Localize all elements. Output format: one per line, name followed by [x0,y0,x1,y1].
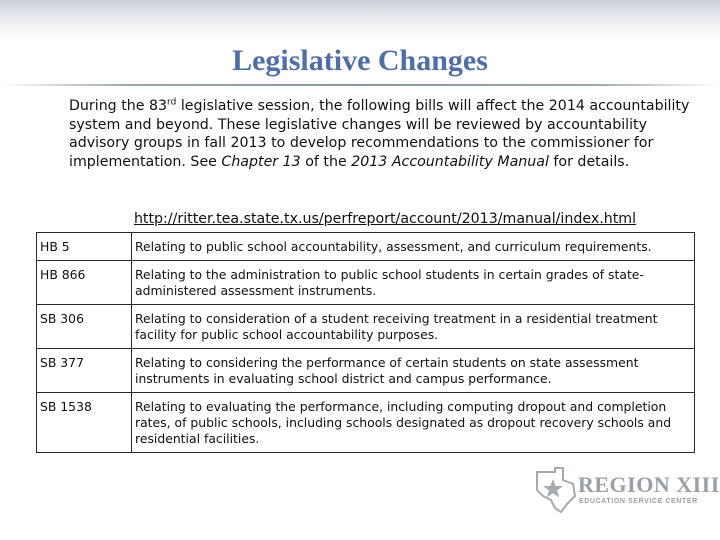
logo-name: REGION XIII [578,472,720,497]
page-title: Legislative Changes [232,44,488,77]
bill-id: SB 1538 [37,393,132,453]
bill-id: SB 377 [37,349,132,393]
table-row [37,349,695,393]
table-row [37,261,695,305]
intro-text-body: legislative session, the following bills will affect the 2014 accountability system and beyond. These legislative changes will be reviewed by accountability advisory groups in fall 2013 to develop recommendations to the commissioner for implementation. See [69,98,690,170]
bill-id: HB 5 [37,233,132,261]
bill-description: Relating to evaluating the performance, including computing dropout and completion rates, of public schools, including schools designated as dropout recovery schools and residential facilities. [132,393,695,453]
intro-text-start: During the 83 [69,98,168,114]
ordinal-suffix: rd [167,97,177,108]
header-shadow [0,0,720,40]
chapter-reference: Chapter 13 [221,153,301,170]
bills-table [36,232,695,453]
bill-id: SB 306 [37,305,132,349]
region-xiii-logo [533,466,720,514]
bill-description: Relating to considering the performance of certain students on state assessment instruments in evaluating school district and campus performance. [132,349,695,393]
bill-description: Relating to consideration of a student receiving treatment in a residential treatment facility for public school accountability purposes. [132,305,695,349]
intro-paragraph [69,97,709,171]
bill-id: HB 866 [37,261,132,305]
manual-link[interactable]: http://ritter.tea.state.tx.us/perfreport/account/2013/manual/index.html [133,211,637,227]
title-divider [0,84,720,86]
bill-description: Relating to the administration to public school students in certain grades of state-administered assessment instruments. [132,261,695,305]
table-row [37,393,695,453]
manual-reference: 2013 Accountability Manual [351,153,549,170]
texas-star-icon [533,466,577,514]
bill-description: Relating to public school accountability, assessment, and curriculum requirements. [132,233,695,261]
table-row [37,233,695,261]
intro-text-mid: of the [300,153,352,170]
logo-subtitle: EDUCATION SERVICE CENTER [579,498,698,505]
intro-text-end: for details. [548,153,630,170]
table-row [37,305,695,349]
